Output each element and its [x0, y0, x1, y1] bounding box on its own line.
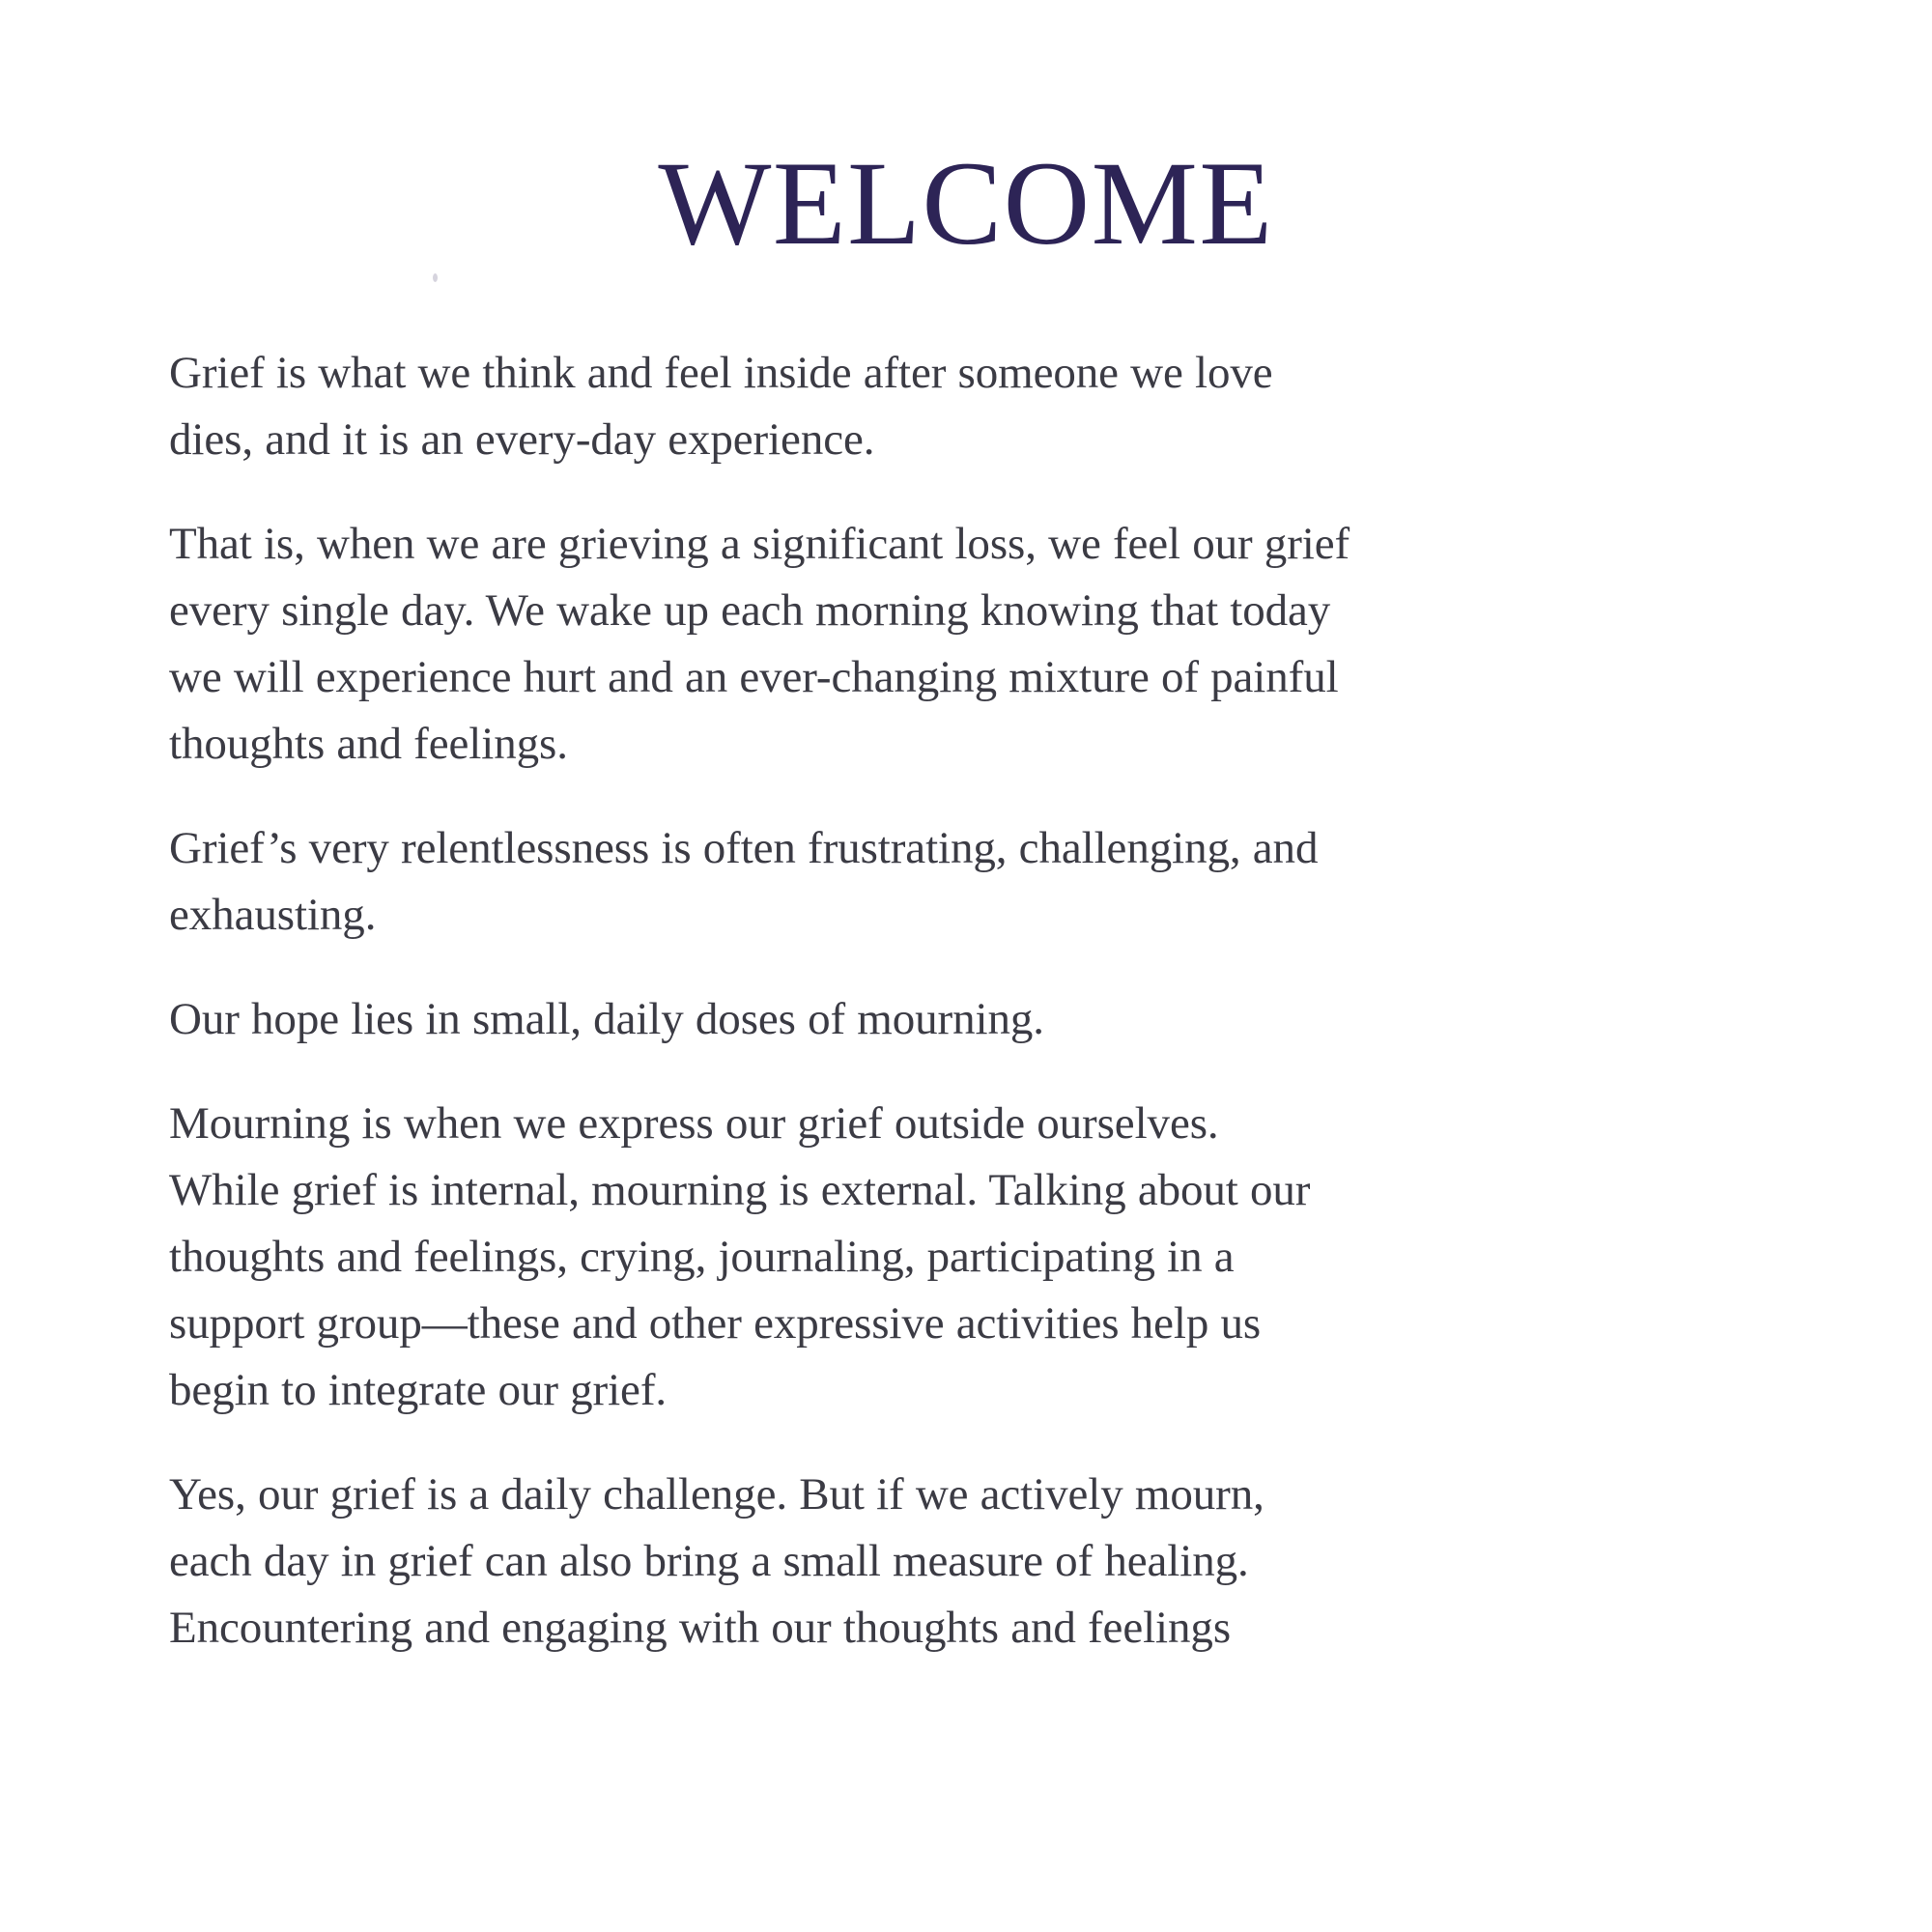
paragraph-6: Yes, our grief is a daily challenge. But if we actively mourn, each day in grief can also bring a small measure of healing. Encountering and engaging with our thoughts and feelings	[169, 1469, 1264, 1653]
paragraph-3: Grief’s very relentlessness is often frustrating, challenging, and exhausting.	[169, 823, 1319, 940]
paragraph-5: Mourning is when we express our grief outside ourselves. While grief is internal, mourning is external. Talking about our thoughts and feelings, crying, journaling, participating in a support group—these and other expressive activities help us begin to integrate our grief.	[169, 1098, 1311, 1415]
paragraph-2: That is, when we are grieving a significant loss, we feel our grief every single day. We wake up each morning knowing that today we will experience hurt and an ever-changing mixture of painful thoughts and feelings.	[169, 519, 1350, 769]
page-title: WELCOME	[658, 137, 1274, 270]
body-text-block	[169, 340, 1362, 1662]
print-speck-artifact	[433, 273, 438, 282]
title-block	[0, 137, 1932, 270]
paragraph-4: Our hope lies in small, daily doses of mourning.	[169, 994, 1044, 1044]
paragraph-1: Grief is what we think and feel inside after someone we love dies, and it is an every-day experience.	[169, 348, 1273, 465]
